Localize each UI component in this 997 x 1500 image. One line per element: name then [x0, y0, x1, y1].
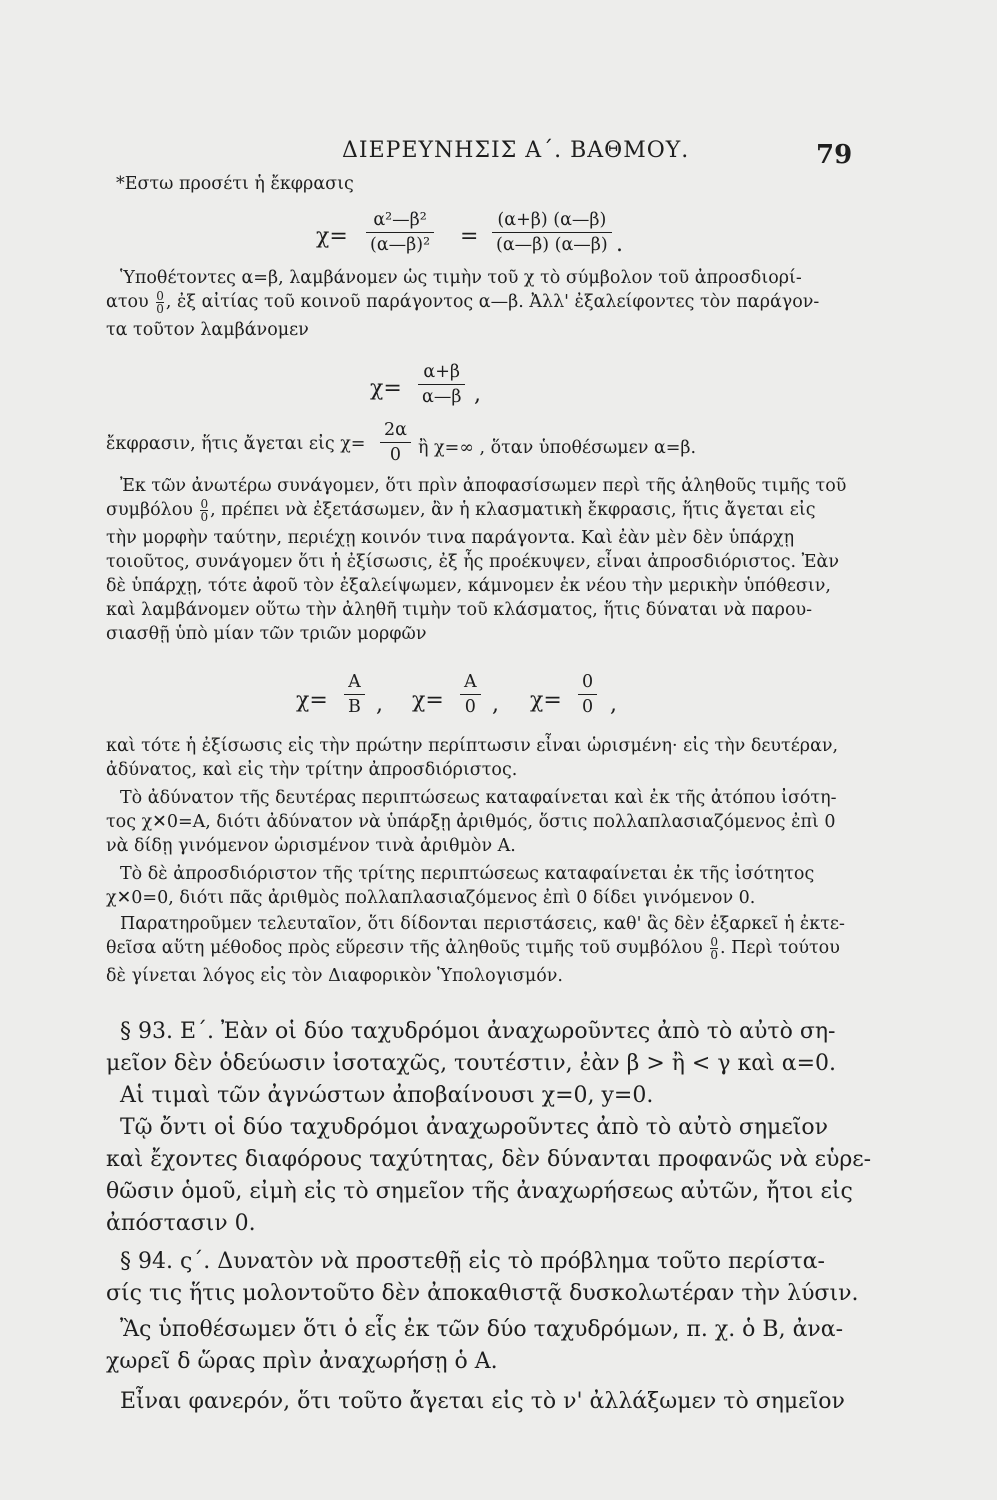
section-heading-line: § 94. ς΄. Δυνατὸν νὰ προστεθῇ εἰς τὸ πρόβλημα τοῦτο περίστα- [120, 1249, 825, 1274]
text-line: Εἶναι φανερόν, ὅτι τοῦτο ἄγεται εἰς τὸ ν' ἀλλάξωμεν τὸ σημεῖον [120, 1389, 845, 1414]
text-line: νὰ δίδῃ γινόμενον ὡρισμένον τινὰ ἀριθμὸν Α. [106, 836, 516, 856]
fraction-denominator: (α—β)² [370, 235, 431, 255]
equation-1-fraction-2 [492, 208, 612, 257]
text-line: σίς τις ἥτις μολοντοῦτο δὲν ἀποκαθιστᾷ δυσκολωτέραν τὴν λύσιν. [106, 1281, 859, 1306]
text-line: θῶσιν ὁμοῦ, εἰμὴ εἰς τὸ σημεῖον τῆς ἀναχωρήσεως αὐτῶν, ἤτοι εἰς [106, 1179, 853, 1204]
equation-3a-comma: , [376, 692, 383, 717]
text-line [106, 290, 822, 318]
paragraph-8 [106, 1314, 844, 1378]
paragraph-1 [106, 266, 822, 342]
text-fragment: , ἐξ αἰτίας τοῦ κοινοῦ παράγοντος α—β. Ἀλλ' ἐξαλείφοντες τὸν παράγον- [165, 292, 820, 312]
text-line: Ἂς ὑποθέσωμεν ὅτι ὁ εἷς ἐκ τῶν δύο ταχυδρόμων, π. χ. ὁ Β, ἀνα- [120, 1317, 844, 1342]
equation-2-lhs: χ= [370, 376, 402, 401]
fraction-denominator: (α—β) (α—β) [496, 235, 608, 255]
fraction-denominator: Β [348, 697, 361, 717]
equation-1-fraction-1 [366, 208, 434, 257]
fraction-denominator: 0 [464, 697, 476, 717]
expression-line-start: ἔκφρασιν, ἥτις ἄγεται εἰς χ= [106, 434, 366, 454]
text-line: μεῖον δὲν ὁδεύωσιν ἰσοταχῶς, τουτέστιν, ἐὰν β > ἢ < γ καὶ α=0. [106, 1051, 837, 1076]
fraction-denominator: α—β [422, 387, 462, 407]
fraction-denominator: 0 [200, 510, 209, 524]
equation-3b-fraction [460, 670, 481, 719]
paragraph-7 [106, 1112, 872, 1240]
section-93 [106, 1016, 837, 1112]
equation-3c-lhs: χ= [530, 688, 562, 713]
fraction-numerator: (α+β) (α—β) [497, 210, 607, 230]
fraction-numerator: 0 [710, 935, 718, 949]
text-fragment: ατου [106, 292, 149, 312]
expression-fraction [380, 418, 411, 467]
text-line: σιασθῇ ὑπὸ μίαν τῶν τριῶν μορφῶν [106, 624, 427, 644]
text-line: δὲ ὑπάρχῃ, τότε ἀφοῦ τὸν ἐξαλείψωμεν, κάμνομεν ἐκ νέου τὴν μερικὴν ὑπόθεσιν, [106, 576, 831, 596]
text-fragment: συμβόλου [106, 500, 193, 520]
equation-3a-fraction [344, 670, 365, 719]
page-number: 79 [816, 140, 853, 170]
expression-line-end: ἢ χ=∞ , ὅταν ὑποθέσωμεν α=β. [418, 438, 697, 458]
paragraph-5 [106, 862, 822, 910]
text-line: ἀπόστασιν 0. [106, 1211, 256, 1236]
text-line: Παρατηροῦμεν τελευταῖον, ὅτι δίδονται περιστάσεις, καθ' ἃς δὲν ἐξαρκεῖ ἡ ἐκτε- [120, 914, 845, 934]
equation-1-period: . [616, 232, 623, 257]
text-fragment: , πρέπει νὰ ἐξετάσωμεν, ἂν ἡ κλασματικὴ ἔκφρασις, ἥτις ἄγεται εἰς [210, 500, 816, 520]
fraction-numerator: Α [348, 672, 361, 692]
fraction-numerator: α²—β² [373, 210, 427, 230]
text-line: Τῷ ὄντι οἱ δύο ταχυδρόμοι ἀναχωροῦντες ἀπὸ τὸ αὐτὸ σημεῖον [120, 1115, 828, 1140]
inline-fraction [156, 290, 164, 315]
fraction-denominator: 0 [156, 302, 164, 316]
section-94 [106, 1246, 859, 1310]
text-line: Ὑποθέτοντες α=β, λαμβάνομεν ὡς τιμὴν τοῦ χ τὸ σύμβολον τοῦ ἀπροσδιορί- [120, 268, 802, 288]
paragraph-6 [106, 912, 845, 988]
text-line: καὶ ἔχοντες διαφόρους ταχύτητας, δὲν δύνανται προφανῶς νὰ εὑρε- [106, 1147, 872, 1172]
fraction-numerator: 0 [582, 672, 594, 692]
fraction-numerator: 0 [156, 289, 164, 303]
text-line: χωρεῖ δ ὥρας πρὶν ἀναχωρήσῃ ὁ Α. [106, 1349, 498, 1374]
paragraph-3 [106, 734, 839, 782]
text-line: Τὸ δὲ ἀπροσδιόριστον τῆς τρίτης περιπτώσεως καταφαίνεται ἐκ τῆς ἰσότητος [120, 864, 815, 884]
text-line: Αἱ τιμαὶ τῶν ἀγνώστων ἀποβαίνουσι χ=0, y=0. [120, 1083, 654, 1108]
paragraph-4 [106, 786, 837, 858]
text-line: Ἐκ τῶν ἀνωτέρω συνάγομεν, ὅτι πρὶν ἀποφασίσωμεν περὶ τῆς ἀληθοῦς τιμῆς τοῦ [120, 476, 847, 496]
inline-fraction [200, 498, 208, 523]
equation-3c-fraction [578, 670, 597, 719]
text-fragment: . Περὶ τούτου [719, 938, 840, 958]
section-heading-line: § 93. Ε΄. Ἐὰν οἱ δύο ταχυδρόμοι ἀναχωροῦντες ἀπὸ τὸ αὐτὸ ση- [120, 1019, 836, 1044]
inline-fraction [710, 936, 718, 961]
text-line: ἀδύνατος, καὶ εἰς τὴν τρίτην ἀπροσδιόριστος. [106, 760, 518, 780]
equation-2-fraction [418, 360, 465, 409]
equation-3a-lhs: χ= [296, 688, 328, 713]
fraction-numerator: 0 [200, 497, 209, 511]
equation-1-equals: = [460, 224, 479, 249]
text-fragment: θεῖσα αὕτη μέθοδος πρὸς εὕρεσιν τῆς ἀληθοῦς τιμῆς τοῦ συμβόλου [106, 938, 703, 958]
paragraph-9 [106, 1386, 845, 1418]
fraction-denominator: 0 [710, 948, 718, 962]
running-header: ΔΙΕΡΕΥΝΗΣΙΣ Α΄. ΒΑΘΜΟΥ. [342, 138, 690, 163]
text-line: τοιοῦτος, συνάγομεν ὅτι ἡ ἐξίσωσις, ἐξ ἧς προέκυψεν, εἶναι ἀπροσδιόριστος. Ἐὰν [106, 552, 840, 572]
text-line: δὲ γίνεται λόγος εἰς τὸν Διαφορικὸν Ὑπολογισμόν. [106, 966, 563, 986]
fraction-numerator: α+β [423, 362, 461, 382]
fraction-numerator: 2α [384, 420, 407, 440]
text-line: καὶ λαμβάνομεν οὕτω τὴν ἀληθῆ τιμὴν τοῦ κλάσματος, ἥτις δύναται νὰ παρου- [106, 600, 813, 620]
text-line: χ✕0=0, διότι πᾶς ἀριθμὸς πολλαπλασιαζόμενος ἐπὶ 0 δίδει γινόμενον 0. [106, 888, 756, 908]
text-line: καὶ τότε ἡ ἐξίσωσις εἰς τὴν πρώτην περίπτωσιν εἶναι ὡρισμένη· εἰς τὴν δευτέραν, [106, 736, 839, 756]
text-line: Τὸ ἀδύνατον τῆς δευτέρας περιπτώσεως καταφαίνεται καὶ ἐκ τῆς ἀτόπου ἰσότη- [120, 788, 837, 808]
text-line: τος χ✕0=Α, διότι ἀδύνατον νὰ ὑπάρξῃ ἀριθμός, ὅστις πολλαπλασιαζόμενος ἐπὶ 0 [106, 812, 836, 832]
text-line: τὴν μορφὴν ταύτην, περιέχῃ κοινόν τινα παράγοντα. Καὶ ἐὰν μὲν δὲν ὑπάρχῃ [106, 528, 795, 548]
equation-2-comma: , [474, 382, 481, 407]
fraction-denominator: 0 [582, 697, 594, 717]
text-line [106, 935, 840, 964]
equation-3c-comma: , [610, 692, 617, 717]
fraction-denominator: 0 [389, 445, 402, 465]
intro-line: *Εστω προσέτι ἡ ἔκφρασις [116, 174, 354, 194]
fraction-numerator: Α [464, 672, 477, 692]
text-line: τα τοῦτον λαμβάνομεν [106, 320, 309, 340]
equation-3b-lhs: χ= [412, 688, 444, 713]
text-line [106, 498, 822, 526]
equation-1-lhs: χ= [316, 224, 348, 249]
paragraph-2 [106, 474, 847, 646]
equation-3b-comma: , [492, 692, 499, 717]
